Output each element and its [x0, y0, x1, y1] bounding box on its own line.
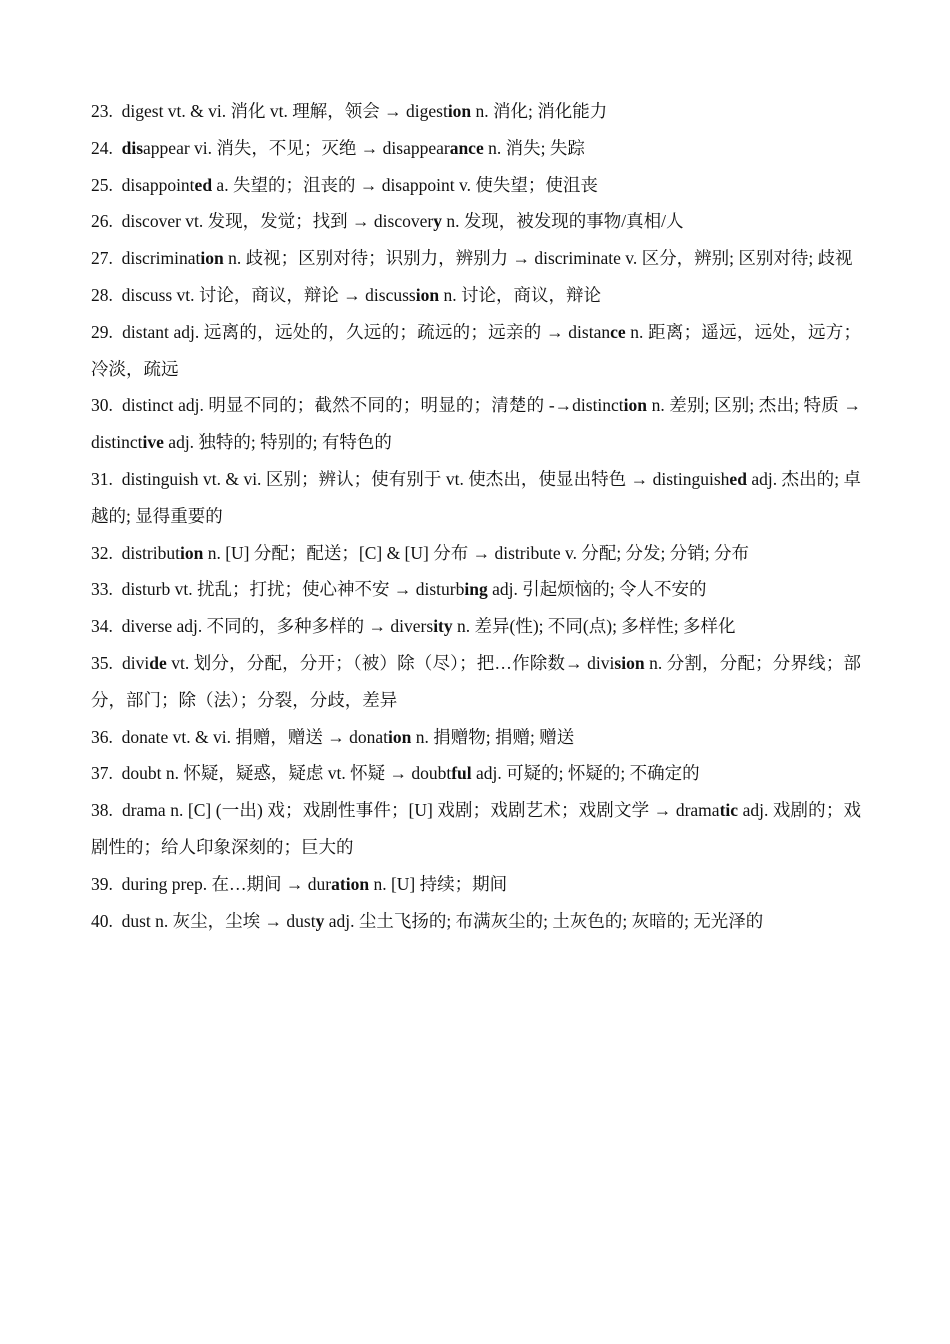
- suffix-highlight: ance: [449, 137, 484, 158]
- entry-text: distinct adj. 明显不同的；截然不同的；明显的；清楚的 -→distinct: [121, 395, 624, 416]
- entry-text: diverse adj. 不同的，多种多样的 → divers: [121, 616, 434, 637]
- entry-text: disappoint: [121, 174, 195, 195]
- suffix-highlight: de: [149, 652, 167, 673]
- entry-text: dust n. 灰尘，尘埃 → dust: [121, 910, 316, 931]
- entry-text: n. 消化; 消化能力: [471, 101, 608, 121]
- entry-number: 37.: [91, 763, 113, 784]
- entry-text: adj. 尘土飞扬的; 布满灰尘的; 土灰色的; 灰暗的; 无光泽的: [324, 910, 764, 931]
- entry-text: discriminat: [121, 248, 201, 269]
- entry-text: n. 歧视；区别对待；识别力，辨别力 → discriminate v. 区分，辨别; 区别对待; 歧视: [223, 248, 853, 269]
- vocab-entry: [91, 608, 861, 645]
- entry-text: n. [U] 持续；期间: [369, 873, 508, 894]
- entry-text: adj. 引起烦恼的; 令人不安的: [487, 579, 707, 600]
- entry-text: n. 讨论，商议，辩论: [439, 284, 601, 305]
- entry-text: adj. 可疑的; 怀疑的; 不确定的: [471, 763, 700, 784]
- entry-number: 32.: [91, 542, 113, 563]
- entry-text: distant adj. 远离的，远处的，久远的；疏远的；远亲的 → distan: [122, 321, 611, 342]
- suffix-highlight: sion: [614, 652, 645, 673]
- entry-text: n. 捐赠物; 捐赠; 赠送: [411, 726, 575, 747]
- suffix-highlight: ion: [388, 726, 412, 747]
- vocab-entry: [91, 387, 861, 461]
- vocab-entry: [91, 535, 861, 572]
- entry-text: divi: [121, 652, 150, 673]
- entry-text: doubt n. 怀疑，疑惑，疑虑 vt. 怀疑 → doubt: [121, 763, 452, 784]
- entry-text: disturb vt. 扰乱；打扰；使心神不安 → disturb: [121, 579, 465, 600]
- entry-text: drama n. [C] (一出) 戏；戏剧性事件；[U] 戏剧；戏剧艺术；戏剧文学 → drama: [121, 800, 720, 821]
- entry-number: 23.: [91, 101, 113, 121]
- entry-text: n. 差异(性); 不同(点); 多样性; 多样化: [452, 616, 736, 637]
- entry-number: 38.: [91, 800, 113, 821]
- entry-text: adj. 独特的; 特别的; 有特色的: [163, 432, 392, 453]
- entry-text: vt. 划分，分配，分开；（被）除（尽）；把…作除数→ divi: [166, 652, 615, 673]
- entry-number: 35.: [91, 652, 113, 673]
- suffix-highlight: ing: [464, 579, 488, 600]
- suffix-highlight: ed: [194, 174, 213, 195]
- vocab-entry: [91, 277, 861, 314]
- entry-number: 28.: [91, 284, 113, 305]
- entry-text: n. 距离；遥远，远处，远方；冷淡，疏远: [91, 321, 862, 379]
- suffix-highlight: ion: [623, 395, 648, 416]
- suffix-highlight: ation: [331, 873, 370, 894]
- vocab-entry: [91, 903, 861, 940]
- entry-text: distribut: [121, 542, 180, 563]
- entry-text: n. 差别; 区别; 杰出; 特质 → distinct: [91, 395, 861, 453]
- entry-text: n. 分割，分配；分界线；部分，部门；除（法）；分裂，分歧，差异: [91, 652, 862, 710]
- vocab-entry: [91, 792, 861, 866]
- entry-number: 33.: [91, 579, 113, 600]
- entry-text: n. 发现，被发现的事物/真相/人: [441, 211, 684, 232]
- entry-text: adj. 戏剧的；戏剧性的；给人印象深刻的；巨大的: [91, 800, 861, 857]
- vocab-entry: [91, 93, 861, 130]
- entry-number: 36.: [91, 726, 113, 747]
- vocab-entry: [91, 203, 861, 240]
- entry-number: 34.: [91, 616, 113, 637]
- suffix-highlight: ion: [415, 284, 440, 305]
- vocab-entry: [91, 645, 861, 719]
- vocab-entry: [91, 314, 861, 388]
- entry-number: 25.: [91, 174, 113, 195]
- suffix-highlight: ion: [447, 101, 472, 121]
- entry-number: 26.: [91, 211, 113, 232]
- suffix-highlight: ive: [142, 432, 164, 453]
- entry-text: during prep. 在…期间 → dur: [121, 873, 332, 894]
- entry-text: discuss vt. 讨论，商议，辩论 → discuss: [121, 284, 416, 305]
- suffix-highlight: dis: [121, 137, 144, 158]
- suffix-highlight: ion: [179, 542, 204, 563]
- entry-text: n. [U] 分配；配送；[C] & [U] 分布 → distribute v. 分配; 分发; 分销; 分布: [203, 542, 750, 563]
- entry-text: distinguish vt. & vi. 区别；辨认；使有别于 vt. 使杰出，使显出特色 → distinguish: [121, 468, 730, 489]
- entry-number: 24.: [91, 137, 113, 158]
- suffix-highlight: y: [315, 910, 325, 931]
- vocab-entry: [91, 130, 861, 167]
- entry-text: discover vt. 发现，发觉；找到 → discover: [121, 211, 434, 232]
- suffix-highlight: y: [433, 211, 442, 232]
- entry-text: appear vi. 消失，不见；灭绝 → disappear: [143, 137, 450, 158]
- entry-number: 29.: [91, 321, 113, 342]
- entry-text: n. 消失; 失踪: [483, 137, 585, 158]
- entry-text: adj. 杰出的; 卓越的; 显得重要的: [91, 468, 861, 526]
- vocab-entry: [91, 167, 861, 204]
- entry-number: 40.: [91, 910, 113, 931]
- vocab-entry: [91, 755, 861, 792]
- entry-number: 39.: [91, 873, 113, 894]
- suffix-highlight: ce: [610, 321, 626, 342]
- vocab-entry: [91, 571, 861, 608]
- entry-number: 27.: [91, 248, 113, 269]
- entry-text: digest vt. & vi. 消化 vt. 理解，领会 → digest: [121, 101, 448, 121]
- suffix-highlight: ity: [433, 616, 453, 637]
- entry-text: donate vt. & vi. 捐赠，赠送 → donat: [121, 726, 388, 747]
- vocabulary-list: [91, 93, 861, 939]
- suffix-highlight: ful: [451, 763, 472, 784]
- entry-text: a. 失望的；沮丧的 → disappoint v. 使失望；使沮丧: [212, 174, 598, 195]
- vocab-entry: [91, 866, 861, 903]
- suffix-highlight: ed: [729, 468, 747, 489]
- entry-number: 31.: [91, 468, 113, 489]
- suffix-highlight: tic: [719, 800, 739, 821]
- vocab-entry: [91, 240, 861, 277]
- entry-number: 30.: [91, 395, 113, 416]
- vocab-entry: [91, 719, 861, 756]
- suffix-highlight: ion: [200, 248, 224, 269]
- vocab-entry: [91, 461, 861, 535]
